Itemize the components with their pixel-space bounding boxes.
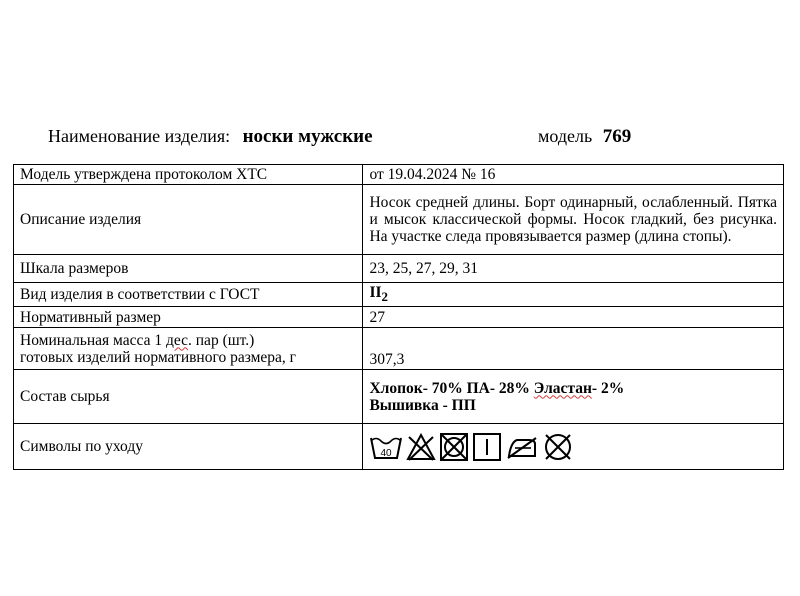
line-dry-icon bbox=[472, 432, 502, 462]
table-row bbox=[14, 283, 784, 307]
table-row bbox=[14, 328, 784, 370]
table-row bbox=[14, 165, 784, 185]
gost-value bbox=[363, 283, 784, 307]
care-symbols bbox=[369, 432, 777, 462]
gost-type: II bbox=[369, 284, 382, 301]
care-key: Символы по уходу bbox=[14, 424, 363, 470]
description-value: Носок средней длины. Борт одинарный, ослабленный. Пятка и мысок классической формы. Носок гладкий, без рисунка. На участке следа провязывается размер (длина стопы). bbox=[363, 185, 784, 255]
page-bottom-blank bbox=[0, 476, 800, 596]
model-block bbox=[538, 126, 631, 148]
heading-label: Наименование изделия: bbox=[48, 126, 231, 146]
table-row bbox=[14, 307, 784, 328]
gost-key: Вид изделия в соответствии с ГОСТ bbox=[14, 283, 363, 307]
sizes-value: 23, 25, 27, 29, 31 bbox=[363, 255, 784, 283]
no-dry-clean-icon bbox=[542, 432, 574, 462]
spec-table bbox=[13, 164, 784, 470]
composition-value: Хлопок- 70% ПА- 28% Эластан- 2% Вышивка - ПП bbox=[363, 370, 784, 424]
approved-value: от 19.04.2024 № 16 bbox=[363, 165, 784, 185]
normative-size-key: Нормативный размер bbox=[14, 307, 363, 328]
normative-size-value: 27 bbox=[363, 307, 784, 328]
table-row bbox=[14, 424, 784, 470]
table-row bbox=[14, 255, 784, 283]
product-heading bbox=[48, 126, 788, 148]
iron-low-icon bbox=[505, 432, 539, 462]
gost-subscript: 2 bbox=[381, 289, 388, 305]
model-label: модель bbox=[538, 126, 593, 146]
wash-40-icon bbox=[369, 432, 403, 462]
mass-key: Номинальная масса 1 дес. пар (шт.) готовых изделий нормативного размера, г bbox=[14, 328, 363, 370]
care-value bbox=[363, 424, 784, 470]
model-number: 769 bbox=[602, 126, 632, 147]
sizes-key: Шкала размеров bbox=[14, 255, 363, 283]
approved-key: Модель утверждена протоколом ХТС bbox=[14, 165, 363, 185]
no-tumble-dry-icon bbox=[439, 432, 469, 462]
table-row bbox=[14, 185, 784, 255]
svg-text:40: 40 bbox=[380, 447, 393, 459]
table-row bbox=[14, 370, 784, 424]
product-name: носки мужские bbox=[242, 126, 373, 147]
composition-key: Состав сырья bbox=[14, 370, 363, 424]
mass-value: 307,3 bbox=[363, 328, 784, 370]
description-key: Описание изделия bbox=[14, 185, 363, 255]
no-bleach-icon bbox=[406, 432, 436, 462]
